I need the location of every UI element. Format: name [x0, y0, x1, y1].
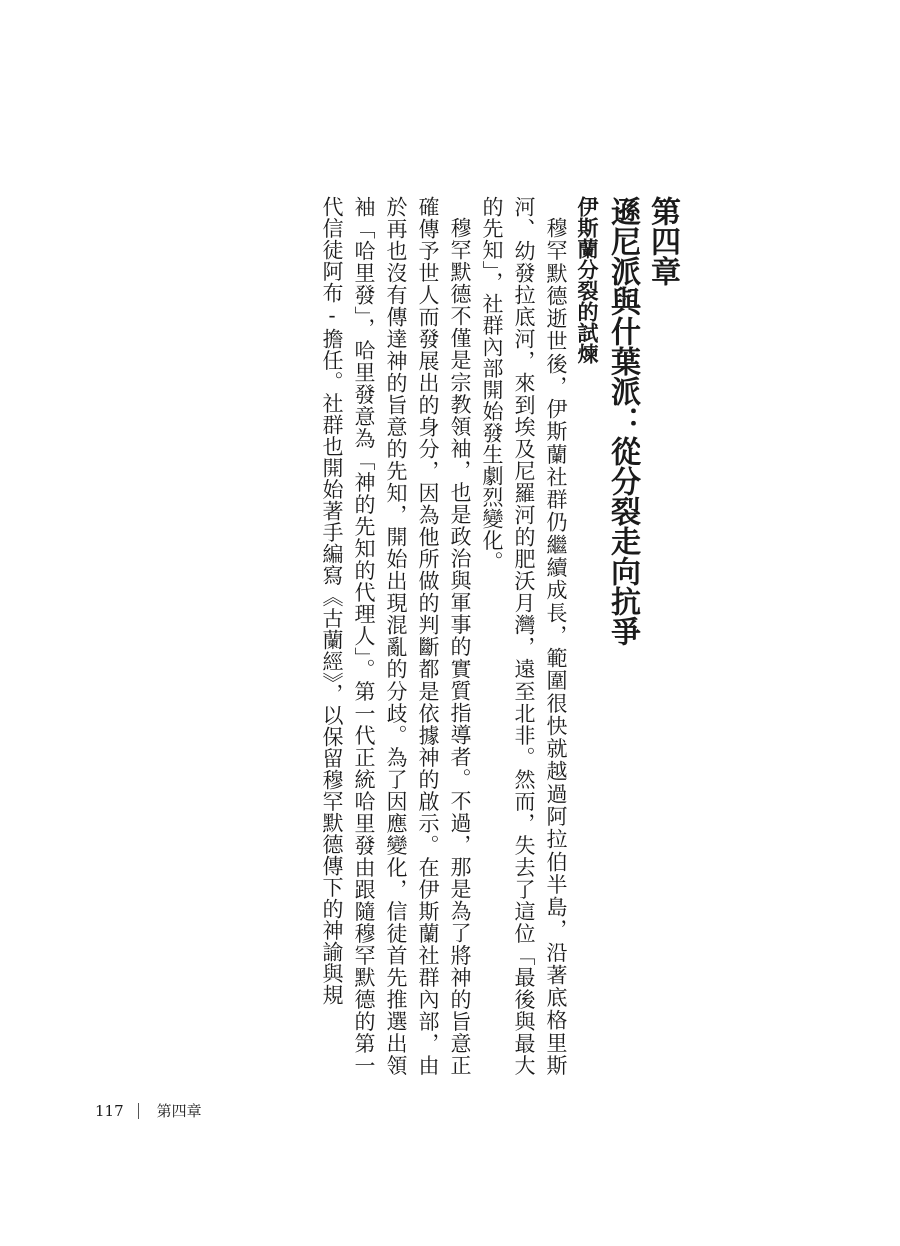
page-number: 117: [95, 1101, 124, 1120]
paragraph: 穆罕默德不僅是宗教領袖，也是政治與軍事的實質指導者。不過，那是為了將神的旨意正確傳予世人而發展出的身分，因為他所做的判斷都是依據神的啟示。在伊斯蘭社群內部，由於再也沒有傳達神的旨意的先知，開始出現混亂的分歧。為了因應變化，信徒首先推選出領袖「哈里發」，哈里發意為「神的先知的代理人」。第一代正統哈里發由跟隨穆罕默德的第一代信徒阿布-擔任。社群也開始著手編寫《古蘭經》，以保留穆罕默德傳下的神諭與規: [320, 196, 472, 1076]
footer-chapter-ref: 第四章: [156, 1102, 202, 1120]
paragraph: 穆罕默德逝世後，伊斯蘭社群仍繼續成長，範圍很快就越過阿拉伯半島，沿著底格里斯河、幼發拉底河，來到埃及尼羅河的肥沃月灣，遠至北非。然而，失去了這位「最後與最大的先知」，社群內部開始發生劇烈變化。: [480, 196, 568, 1076]
page-footer: [95, 1100, 202, 1121]
chapter-label: 第四章: [645, 196, 680, 286]
chapter-title: 遜尼派與什葉派：從分裂走向抗爭: [605, 196, 640, 646]
vertical-text-body: [316, 196, 682, 1076]
section-heading: 伊斯蘭分裂的試煉: [575, 196, 600, 364]
footer-divider: [138, 1103, 139, 1119]
